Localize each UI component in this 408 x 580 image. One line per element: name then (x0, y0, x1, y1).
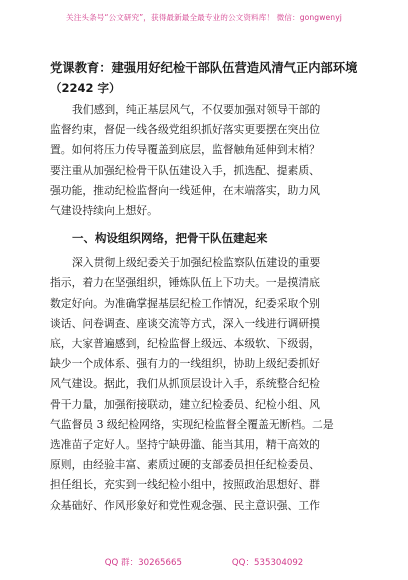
text-line: 深入贯彻上级纪委关于加强纪检监察队伍建设的重要 (72, 256, 321, 270)
intro-paragraph (50, 100, 360, 221)
text-line: 缺少一个成体系、强有力的一线组织，协助上级纪委抓好 (50, 357, 320, 371)
banner-text: 关注头条号“公文研究”，获得最新最全最专业的公文资料库！ 微信：gongwenyj (66, 12, 342, 22)
document-page (50, 58, 360, 516)
footer (0, 556, 408, 574)
text-line: 底，大家普遍感到，纪检监督上级远、本级软、下级弱， (50, 337, 320, 351)
qq-text: QQ：535304092 (231, 558, 304, 568)
text-line: 担任组长，充实到一线纪检小组中，按照政治思想好、群 (50, 478, 320, 492)
text-line: 监督约束，督促一线各级党组织抓好落实更要摆在突出位 (50, 123, 320, 137)
text-line: 风气建设。据此，我们从抓顶层设计入手，系统整合纪检 (50, 377, 320, 391)
header-banner (0, 0, 408, 34)
section-heading: 一、构设组织网络，把骨干队伍建起来 (72, 231, 268, 246)
text-line: 置。如何将压力传导覆盖到底层，监督触角延伸到末梢？ (50, 143, 320, 157)
text-line: 我们感到，纯正基层风气，不仅要加强对领导干部的 (72, 103, 321, 116)
text-line: 谈话、问卷调查、座谈交流等方式，深入一线进行调研摸 (50, 316, 320, 330)
word-count: （2242 字） (50, 81, 121, 95)
text-line: 骨干力量，加强衔接联动，建立纪检委员、纪检小组、风 (50, 397, 320, 411)
text-line: 原则，由经验丰富、素质过硬的支部委员担任纪检委员、 (50, 458, 320, 472)
text-line: 数定好向。为准确掌握基层纪检工作情况，纪委采取个别 (50, 296, 320, 310)
qq-group-text: QQ 群：30265665 (104, 558, 182, 568)
text-line: 强功能，推动纪检监督向一线延伸，在末端落实，助力风 (50, 183, 320, 197)
document-title: 党课教育：建强用好纪检干部队伍营造风清气正内部环境 (50, 61, 358, 75)
text-line: 众基础好、作风形象好和党性观念强、民主意识强、工作 (50, 498, 320, 512)
section1-paragraph (50, 253, 360, 516)
text-line: 指示，着力在坚强组织，锤炼队伍上下功夫。一是摸清底 (50, 276, 320, 290)
text-line: 要注重从加强纪检骨干队伍建设入手，抓选配、提素质、 (50, 163, 320, 177)
text-line: 气监督员 3 级纪检网络，实现纪检监督全覆盖无断档。二是 (50, 417, 334, 431)
text-line: 选准苗子定好人。坚持宁缺毋滥、能当其用，精干高效的 (50, 438, 320, 452)
text-line: 气建设持续向上想好。 (50, 204, 158, 218)
